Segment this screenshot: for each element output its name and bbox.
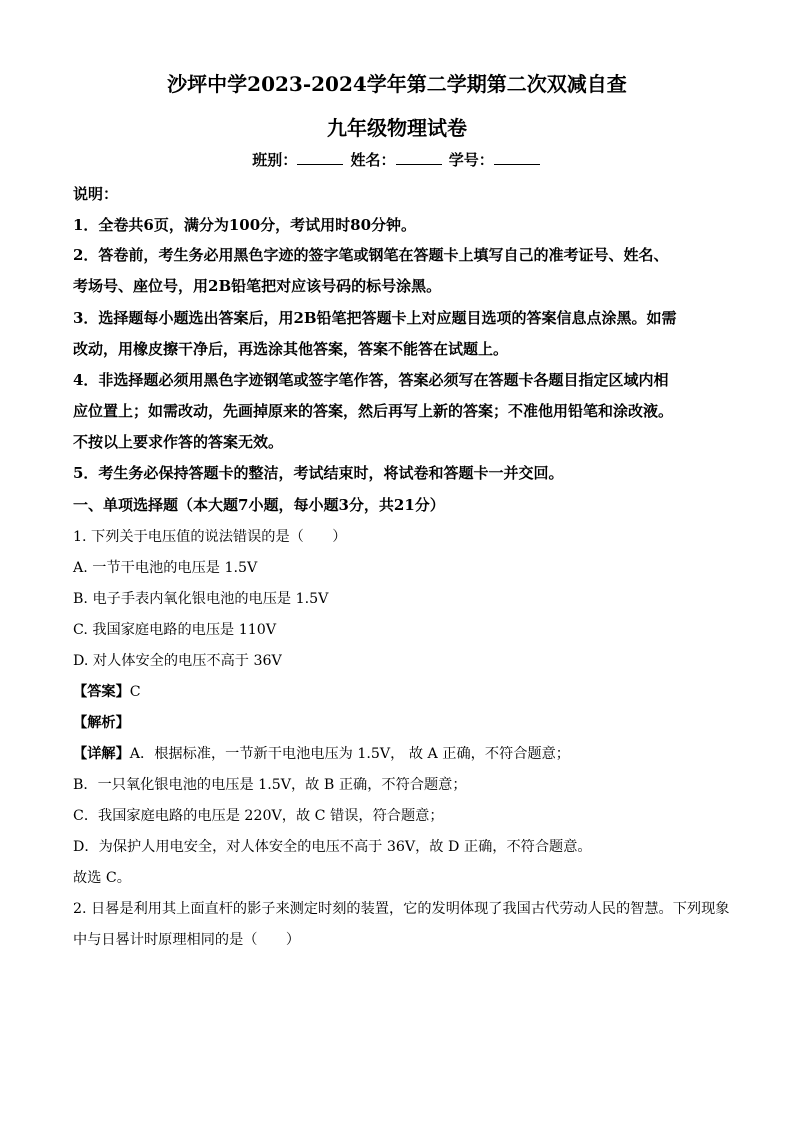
section-heading: 一、单项选择题（本大题7小题，每小题3分，共21分） [73,496,445,514]
instruction-item-3-line-1: 3．选择题每小题选出答案后，用2B铅笔把答题卡上对应题目选项的答案信息点涂黑。如需 [73,309,677,327]
answer-value: C [129,684,141,700]
class-label: 班别： [252,151,298,169]
name-label: 姓名： [350,151,396,169]
name-blank [396,150,442,165]
student-info-row [0,149,794,170]
detail-line-c: C．我国家庭电路的电压是 220V，故 C 错误，符合题意； [73,808,444,824]
detail-label: 【详解】 [73,746,130,762]
question-2-stem-line-1: 2. 日晷是利用其上面直杆的影子来测定时刻的装置，它的发明体现了我国古代劳动人民的智慧。下列现象 [73,901,730,917]
conclusion-line: 故选 C。 [73,870,131,886]
question-1-option-c: C. 我国家庭电路的电压是 110V [73,622,277,638]
question-1-option-b: B. 电子手表内氧化银电池的电压是 1.5V [73,591,329,607]
question-1-stem: 1. 下列关于电压值的说法错误的是（ ） [73,529,347,545]
student-id-label: 学号： [448,151,494,169]
exam-subtitle: 九年级物理试卷 [327,116,467,140]
question-2-stem-line-2: 中与日晷计时原理相同的是（ ） [73,932,301,948]
instruction-item-4-line-1: 4．非选择题必须用黑色字迹钢笔或签字笔作答，答案必须写在答题卡各题目指定区域内相 [73,371,669,389]
instruction-item-4-line-2: 应位置上；如需改动，先画掉原来的答案，然后再写上新的答案；不准他用铅笔和涂改液。 [73,402,674,420]
analysis-label: 【解析】 [73,715,130,731]
instruction-item-2-line-1: 2．答卷前，考生务必用黑色字迹的签字笔或钢笔在答题卡上填写自己的准考证号、姓名、 [73,246,669,264]
instructions-heading: 说明： [73,185,119,203]
detail-line-d: D．为保护人用电安全，对人体安全的电压不高于 36V，故 D 正确，不符合题意。 [73,839,592,855]
instruction-item-5: 5．考生务必保持答题卡的整洁，考试结束时，将试卷和答题卡一并交回。 [73,464,564,482]
detail-line-a [73,743,570,763]
exam-title: 沙坪中学2023-2024学年第二学期第二次双减自查 [167,72,627,96]
student-id-blank [494,150,540,165]
question-1-option-d: D. 对人体安全的电压不高于 36V [73,653,282,669]
detail-line-b: B．一只氧化银电池的电压是 1.5V，故 B 正确，不符合题意； [73,777,467,793]
instruction-item-4-line-3: 不按以上要求作答的答案无效。 [73,433,284,451]
detail-a-text: A．根据标准，一节新干电池电压为 1.5V， 故 A 正确，不符合题意； [129,746,570,762]
instruction-item-3-line-2: 改动，用橡皮擦干净后，再选涂其他答案，答案不能答在试题上。 [73,340,509,358]
question-1-option-a: A. 一节干电池的电压是 1.5V [73,560,258,576]
answer-label: 【答案】 [73,684,130,700]
question-1-answer [73,681,141,701]
instruction-item-1: 1．全卷共6页，满分为100分，考试用时80分钟。 [73,216,417,234]
instruction-item-2-line-2: 考场号、座位号，用2B铅笔把对应该号码的标号涂黑。 [73,277,442,295]
class-blank [297,150,343,165]
